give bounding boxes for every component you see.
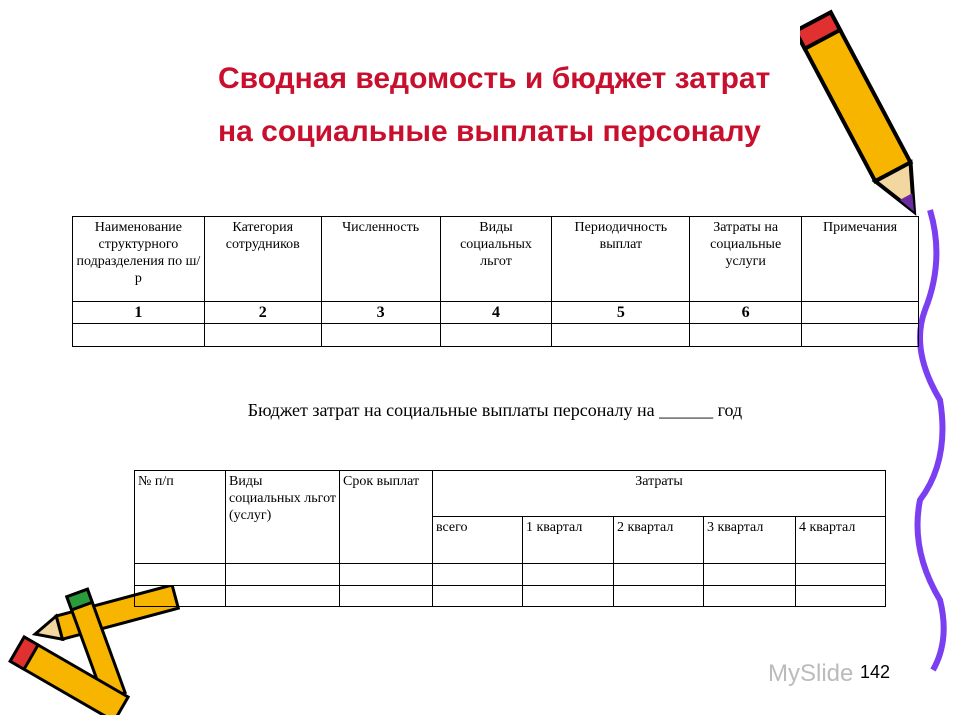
- empty-cell: [433, 564, 523, 586]
- empty-cell: [440, 324, 552, 347]
- header-cell: Виды социальных льгот: [440, 217, 552, 302]
- empty-cell: [135, 586, 226, 607]
- budget-table: [134, 470, 886, 607]
- empty-cell: [204, 324, 321, 347]
- subheader-q2: 2 квартал: [614, 517, 704, 564]
- header-cell: Наименование структурного подразделения по ш/р: [73, 217, 205, 302]
- table-row: [135, 586, 886, 607]
- title-line-1: Сводная ведомость и бюджет затрат: [218, 62, 771, 95]
- number-cell: 1: [73, 302, 205, 324]
- empty-cell: [523, 564, 614, 586]
- header-no: № п/п: [135, 471, 226, 564]
- subheader-q1: 1 квартал: [523, 517, 614, 564]
- table-number-row: [73, 302, 919, 324]
- empty-cell: [704, 564, 796, 586]
- empty-cell: [796, 586, 886, 607]
- empty-cell: [796, 564, 886, 586]
- empty-cell: [226, 564, 340, 586]
- header-term: Срок выплат: [340, 471, 433, 564]
- number-cell: 6: [690, 302, 802, 324]
- empty-cell: [523, 586, 614, 607]
- empty-cell: [614, 564, 704, 586]
- title-line-2: на социальные выплаты персоналу: [218, 115, 761, 148]
- number-cell: 3: [321, 302, 440, 324]
- empty-cell: [704, 586, 796, 607]
- empty-cell: [340, 564, 433, 586]
- header-types: Виды социальных льгот (услуг): [226, 471, 340, 564]
- summary-table: [72, 216, 919, 347]
- table-row: [73, 324, 919, 347]
- empty-cell: [321, 324, 440, 347]
- header-costs: Затраты: [433, 471, 886, 517]
- pencil-top-right-icon: [800, 0, 940, 230]
- empty-cell: [135, 564, 226, 586]
- empty-cell: [226, 586, 340, 607]
- header-cell: Примечания: [802, 217, 919, 302]
- empty-cell: [552, 324, 690, 347]
- subheader-q3: 3 квартал: [704, 517, 796, 564]
- watermark-logo: MySlide: [768, 660, 854, 687]
- number-cell: [802, 302, 919, 324]
- number-cell: 2: [204, 302, 321, 324]
- page-number: 142: [860, 662, 891, 682]
- header-cell: Численность: [321, 217, 440, 302]
- number-cell: 5: [552, 302, 690, 324]
- empty-cell: [690, 324, 802, 347]
- subheader-total: всего: [433, 517, 523, 564]
- empty-cell: [433, 586, 523, 607]
- empty-cell: [614, 586, 704, 607]
- header-cell: Затраты на социальные услуги: [690, 217, 802, 302]
- empty-cell: [802, 324, 919, 347]
- budget-subtitle: Бюджет затрат на социальные выплаты персоналу на ______ год: [247, 400, 743, 420]
- table-header-row: [135, 471, 886, 517]
- subheader-q4: 4 квартал: [796, 517, 886, 564]
- empty-cell: [340, 586, 433, 607]
- header-cell: Категория сотрудников: [204, 217, 321, 302]
- table-header-row: [73, 217, 919, 302]
- number-cell: 4: [440, 302, 552, 324]
- empty-cell: [73, 324, 205, 347]
- table-row: [135, 564, 886, 586]
- header-cell: Периодичность выплат: [552, 217, 690, 302]
